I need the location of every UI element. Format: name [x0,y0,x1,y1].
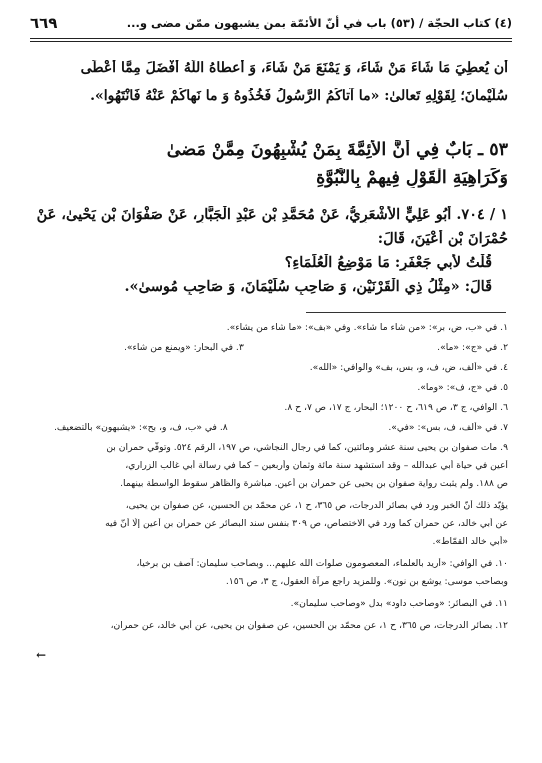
body-text-line-2: سُلَيْمانَ؛ لِقَوْلِهِ تَعالىٰ: «ما آتاكُمُ الرَّسُولُ فَخُذُوهُ وَ ما نَهاكُمْ عَنْهُ فَانْتَهُوا». [90,88,508,104]
footnote-8: ٨. في «ب، ف، و، بح»: «يشبهون» بالتضعيف. [54,422,228,433]
running-header [30,14,512,36]
footnote-9-line-5: عن أبي خالد، عن حمران كما ورد في الاختصاص، ص ٣٠٩ بنفس سند البصائر عن حمران بن أعين إلّا أنّ فيه [105,518,508,529]
footnote-9-line-2: أعين في حياة أبي عبدالله – وقد استشهد سنة مائة وثمان وأربعين – كما في رسالة أبي غالب الزراري، [125,460,508,471]
hadith-answer: قَالَ: «مِثْلُ ذِي الْقَرْنَيْنِ، وَ صَاحِبِ سُلَيْمَانَ، وَ صَاحِبِ مُوسىٰ». [124,278,492,295]
footnote-10-line-1: ١٠. في الوافي: «أريد بالعلماء، المعصومون صلوات الله عليهم... وبصاحب سليمان: آصف بن برخيا، [136,558,508,569]
footnote-7: ٧. في «ألف، ف، بس»: «في». [388,422,508,433]
footnote-10-line-2: وبصاحب موسى: يوشع بن نون». وللمزيد راجع مرآة العقول، ج ٣، ص ١٥٦. [225,576,508,587]
footnote-row-7-8 [34,422,508,433]
footnote-9-line-1: ٩. مات صفوان بن يحيى سنة عشر ومائتين، كما في رجال النجاشي، ص ١٩٧، الرقم ٥٢٤. وتوفّي حمران بن [106,442,508,453]
hadith-question: قُلْتُ لأبي جَعْفَرٍ: مَا مَوْضِعُ الْعُلَمَاءِ؟ [284,254,492,271]
page-number: ٦٦٩ [30,14,58,32]
running-title: (٤) كتاب الحجّة / (٥٣) باب في أنّ الأئمّة بمن يشبهون ممّن مضى و... [126,16,512,30]
footnote-12: ١٢. بصائر الدرجات، ص ٣٦٥، ح ١، عن محمّد بن الحسين، عن صفوان بن يحيى، عن أبي خالد، عن حمران، [110,620,508,631]
footnote-9-line-3: ص ١٨٨. ولم يثبت رواية صفوان بن يحيى عن حمران بن أعين. مباشرة والظاهر سقوط الواسطة بينهما. [120,478,508,489]
hadith-isnad-line-1: ١ / ٧٠٤. أبُو عَلِيٍّ الأشْعَرِيُّ، عَنْ مُحَمَّدِ بْنِ عَبْدِ الْجَبَّارِ، عَنْ صَفْوَانَ بْنِ يَحْيىٰ، عَنْ [36,206,508,223]
header-rule-thin [30,41,512,42]
footnote-1: ١. في «ب، ض، بر»: «من شاء ما شاء». وفي «بف»: «ما شاء من يشاء». [226,322,508,333]
footnote-4: ٤. في «ألف، ض، ف، و، بس، بف» والوافي: «الله». [309,362,508,373]
chapter-heading-line-1: ٥٣ ـ بَابٌ فِي أنَّ الأَئِمَّةَ بِمَنْ يُشْبِهُونَ مِمَّنْ مَضىٰ [166,140,508,160]
footnote-5: ٥. في «ج، ف»: «وما». [417,382,508,393]
footnote-9-line-6: «أبي خالد القمّاط». [432,536,508,547]
footnote-6: ٦. الوافي، ج ٣، ص ٦١٩، ح ١٢٠٠؛ البحار، ج ١٧، ص ٧، ح ٨. [284,402,508,413]
header-rule [30,38,512,39]
footnote-row-2-3 [34,342,508,353]
footnote-9-line-4: يؤيّد ذلك أنّ الخبر ورد في بصائر الدرجات، ص ٣٦٥، ح ١، عن محمّد بن الحسين، عن صفوان بن يحيى، [125,500,508,511]
body-text-line-1: أن يُعطِيَ مَا شَاءَ مَنْ شَاءَ، وَ يَمْنَعَ مَنْ شَاءَ، وَ أعطاهُ اللّهُ أفْضَلَ مِمَّا أعْطَى [80,60,508,76]
footnote-3: ٣. في البحار: «ويمنع من شاء». [124,342,244,353]
chapter-heading-line-2: وَكَرَاهِيَةِ الْقَوْلِ فِيهِمْ بِالنُّبُوَّةِ [316,168,508,188]
continuation-arrow-icon: ← [36,648,47,662]
footnote-separator [306,312,506,313]
hadith-isnad-line-2: حُمْرَانَ بْنِ أعْيَنَ، قَالَ: [377,230,508,247]
footnote-11: ١١. في البصائر: «وصاحب داود» بدل «وصاحب سليمان». [290,598,508,609]
footnote-2: ٢. في «ج»: «ما». [437,342,508,353]
